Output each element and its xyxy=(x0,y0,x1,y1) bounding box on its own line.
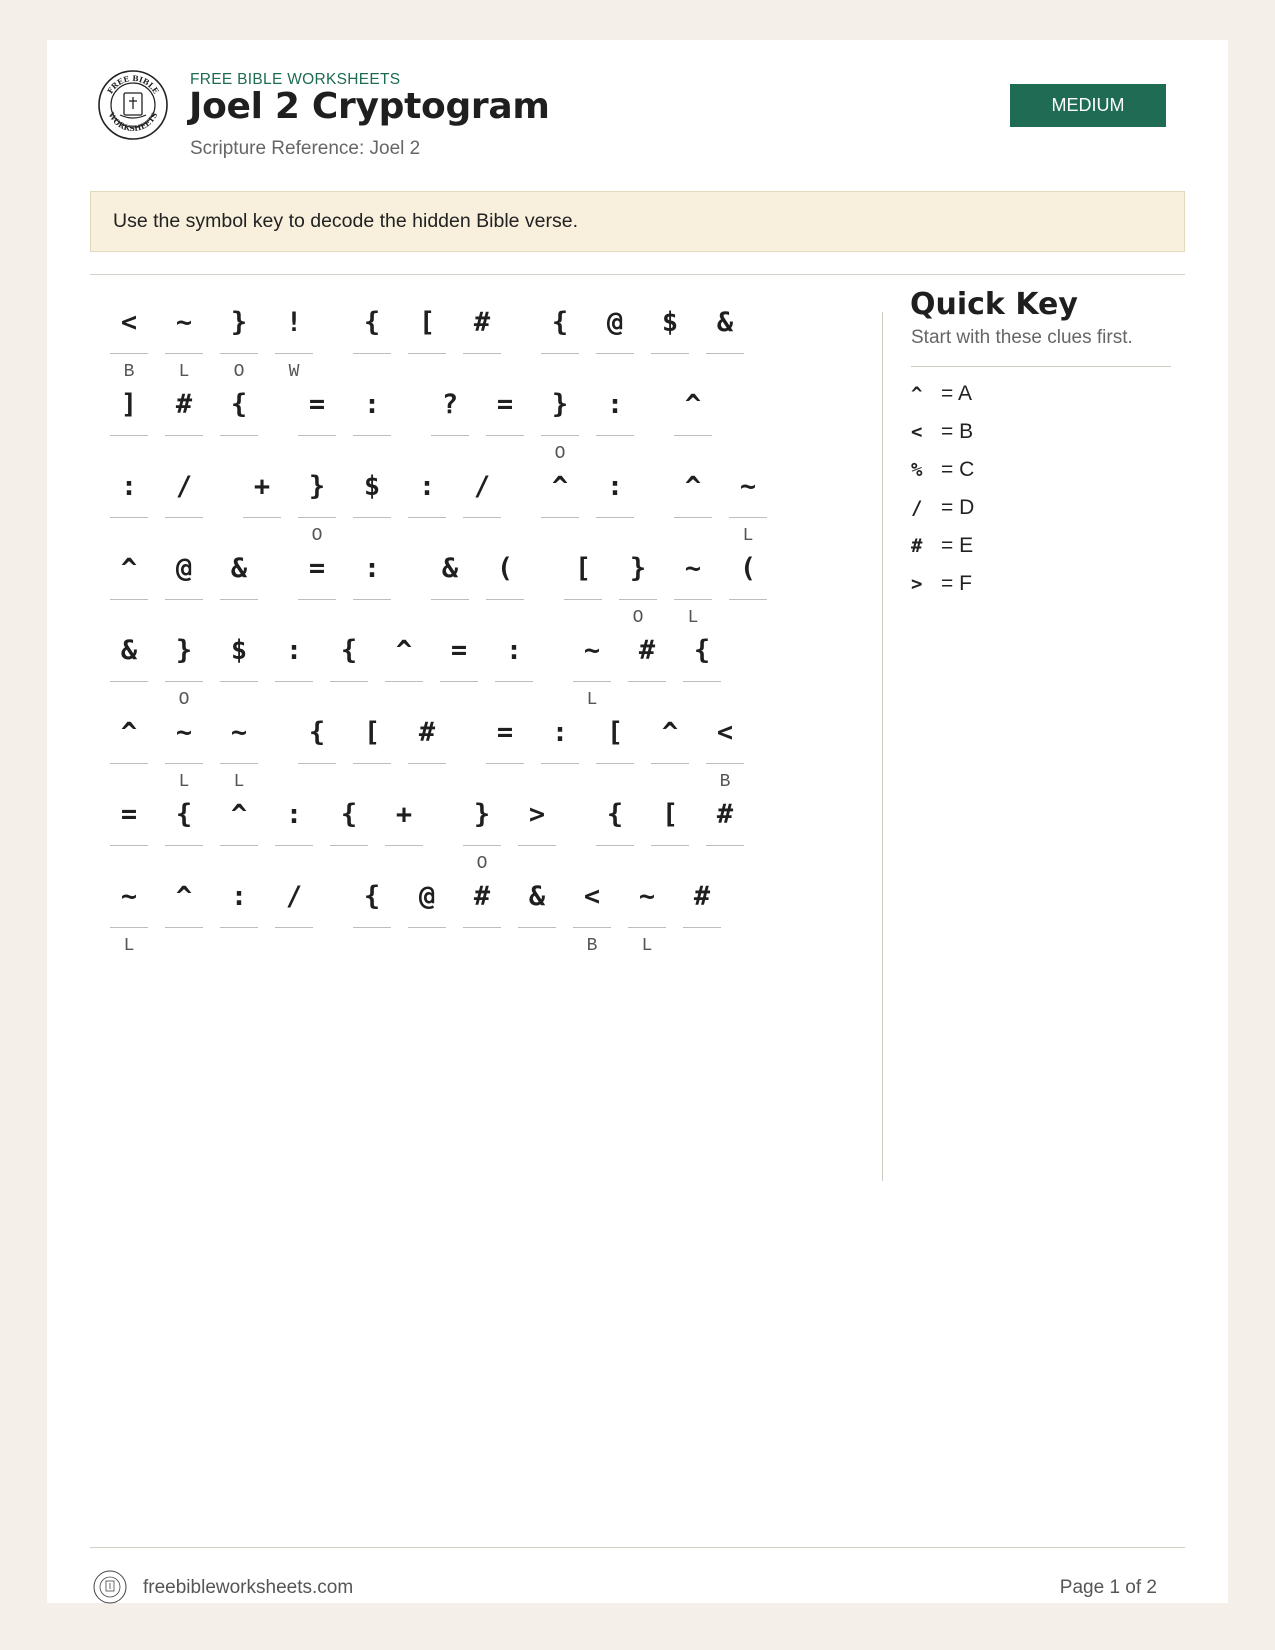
answer-blank[interactable] xyxy=(353,763,391,764)
svg-text:FREE BIBLE: FREE BIBLE xyxy=(105,73,161,96)
key-value: = D xyxy=(941,496,975,519)
divider xyxy=(90,274,1185,275)
cipher-symbol: { xyxy=(693,635,711,666)
cipher-symbol: + xyxy=(395,799,413,830)
hint-letter: L xyxy=(178,772,190,792)
cipher-symbol: ( xyxy=(496,553,514,584)
answer-blank[interactable] xyxy=(463,845,501,846)
quick-key-entry xyxy=(911,572,972,596)
cipher-symbol: : xyxy=(230,881,248,912)
answer-blank[interactable] xyxy=(651,353,689,354)
cipher-symbol: < xyxy=(716,717,734,748)
answer-blank[interactable] xyxy=(729,599,767,600)
cipher-symbol: $ xyxy=(363,471,381,502)
cipher-symbol: : xyxy=(505,635,523,666)
answer-blank[interactable] xyxy=(165,927,203,928)
cipher-symbol: / xyxy=(175,471,193,502)
hint-letter: L xyxy=(123,936,135,956)
answer-blank[interactable] xyxy=(431,435,469,436)
cipher-symbol: { xyxy=(230,389,248,420)
quick-key-title: Quick Key xyxy=(910,287,1078,322)
cipher-symbol: ( xyxy=(739,553,757,584)
answer-blank[interactable] xyxy=(220,599,258,600)
answer-blank[interactable] xyxy=(353,517,391,518)
answer-blank[interactable] xyxy=(463,927,501,928)
cipher-symbol: / xyxy=(473,471,491,502)
difficulty-badge: MEDIUM xyxy=(1010,84,1166,127)
cipher-symbol: { xyxy=(340,635,358,666)
cipher-symbol: : xyxy=(606,389,624,420)
answer-blank[interactable] xyxy=(674,517,712,518)
answer-blank[interactable] xyxy=(243,517,281,518)
cipher-symbol: ~ xyxy=(739,471,757,502)
answer-blank[interactable] xyxy=(440,681,478,682)
answer-blank[interactable] xyxy=(220,763,258,764)
hint-letter: W xyxy=(288,362,300,382)
cipher-symbol: : xyxy=(363,389,381,420)
answer-blank[interactable] xyxy=(541,353,579,354)
key-symbol: < xyxy=(911,421,923,443)
answer-blank[interactable] xyxy=(110,763,148,764)
cipher-symbol: ^ xyxy=(684,471,702,502)
cipher-symbol: } xyxy=(230,307,248,338)
answer-blank[interactable] xyxy=(596,845,634,846)
answer-blank[interactable] xyxy=(353,599,391,600)
cipher-symbol: : xyxy=(418,471,436,502)
answer-blank[interactable] xyxy=(674,435,712,436)
answer-blank[interactable] xyxy=(220,681,258,682)
column-divider xyxy=(882,312,883,1181)
cipher-symbol: ^ xyxy=(661,717,679,748)
cipher-symbol: ~ xyxy=(583,635,601,666)
answer-blank[interactable] xyxy=(729,517,767,518)
answer-blank[interactable] xyxy=(463,517,501,518)
cipher-symbol: [ xyxy=(363,717,381,748)
answer-blank[interactable] xyxy=(541,435,579,436)
answer-blank[interactable] xyxy=(298,763,336,764)
answer-blank[interactable] xyxy=(385,845,423,846)
cipher-symbol: & xyxy=(528,881,546,912)
hint-letter: B xyxy=(719,772,731,792)
answer-blank[interactable] xyxy=(408,763,446,764)
key-symbol: # xyxy=(911,535,923,557)
answer-blank[interactable] xyxy=(275,353,313,354)
answer-blank[interactable] xyxy=(275,927,313,928)
key-symbol: / xyxy=(911,497,923,519)
cipher-symbol: { xyxy=(175,799,193,830)
quick-key-entry xyxy=(911,496,974,520)
cipher-symbol: } xyxy=(308,471,326,502)
answer-blank[interactable] xyxy=(220,435,258,436)
page-number: Page 1 of 2 xyxy=(1059,1577,1157,1598)
answer-blank[interactable] xyxy=(706,353,744,354)
cipher-symbol: = xyxy=(450,635,468,666)
answer-blank[interactable] xyxy=(165,845,203,846)
cipher-symbol: & xyxy=(716,307,734,338)
key-value: = F xyxy=(941,572,972,595)
answer-blank[interactable] xyxy=(165,599,203,600)
cipher-symbol: & xyxy=(120,635,138,666)
quick-key-entry xyxy=(911,534,973,558)
cipher-symbol: : xyxy=(363,553,381,584)
cipher-symbol: $ xyxy=(230,635,248,666)
answer-blank[interactable] xyxy=(486,763,524,764)
hint-letter: O xyxy=(554,444,566,464)
cipher-symbol: @ xyxy=(418,881,436,912)
instruction-banner xyxy=(90,191,1185,252)
cipher-symbol: $ xyxy=(661,307,679,338)
cipher-symbol: > xyxy=(528,799,546,830)
cipher-symbol: < xyxy=(120,307,138,338)
cipher-symbol: = xyxy=(496,717,514,748)
cipher-symbol: [ xyxy=(574,553,592,584)
cipher-symbol: [ xyxy=(606,717,624,748)
cipher-symbol: } xyxy=(629,553,647,584)
cipher-symbol: & xyxy=(441,553,459,584)
hint-letter: O xyxy=(476,854,488,874)
hint-letter: L xyxy=(586,690,598,710)
answer-blank[interactable] xyxy=(596,435,634,436)
hint-letter: L xyxy=(742,526,754,546)
cipher-symbol: ! xyxy=(285,307,303,338)
answer-blank[interactable] xyxy=(408,517,446,518)
hint-letter: L xyxy=(641,936,653,956)
cipher-symbol: ~ xyxy=(120,881,138,912)
cipher-symbol: & xyxy=(230,553,248,584)
answer-blank[interactable] xyxy=(596,763,634,764)
key-value: = C xyxy=(941,458,975,481)
key-symbol: ^ xyxy=(911,383,923,405)
answer-blank[interactable] xyxy=(596,353,634,354)
hint-letter: L xyxy=(233,772,245,792)
cipher-symbol: = xyxy=(308,553,326,584)
answer-blank[interactable] xyxy=(298,599,336,600)
answer-blank[interactable] xyxy=(220,845,258,846)
answer-blank[interactable] xyxy=(220,353,258,354)
answer-blank[interactable] xyxy=(596,517,634,518)
quick-key-entry xyxy=(911,420,973,444)
cipher-symbol: : xyxy=(120,471,138,502)
answer-blank[interactable] xyxy=(463,353,501,354)
answer-blank[interactable] xyxy=(518,927,556,928)
answer-blank[interactable] xyxy=(165,681,203,682)
answer-blank[interactable] xyxy=(275,681,313,682)
worksheet-page xyxy=(47,40,1228,1603)
answer-blank[interactable] xyxy=(541,517,579,518)
hint-letter: B xyxy=(123,362,135,382)
answer-blank[interactable] xyxy=(165,517,203,518)
cipher-symbol: } xyxy=(473,799,491,830)
answer-blank[interactable] xyxy=(220,927,258,928)
answer-blank[interactable] xyxy=(651,763,689,764)
hint-letter: O xyxy=(178,690,190,710)
cipher-symbol: @ xyxy=(175,553,193,584)
cipher-symbol: [ xyxy=(661,799,679,830)
hint-letter: L xyxy=(687,608,699,628)
answer-blank[interactable] xyxy=(110,681,148,682)
cipher-symbol: = xyxy=(496,389,514,420)
answer-blank[interactable] xyxy=(518,845,556,846)
answer-blank[interactable] xyxy=(573,681,611,682)
answer-blank[interactable] xyxy=(706,763,744,764)
cipher-symbol: # xyxy=(638,635,656,666)
answer-blank[interactable] xyxy=(110,845,148,846)
scripture-reference: Scripture Reference: Joel 2 xyxy=(190,138,421,159)
cipher-symbol: ^ xyxy=(120,717,138,748)
answer-blank[interactable] xyxy=(408,927,446,928)
cipher-symbol: { xyxy=(308,717,326,748)
cipher-symbol: { xyxy=(551,307,569,338)
answer-blank[interactable] xyxy=(564,599,602,600)
answer-blank[interactable] xyxy=(110,927,148,928)
footer-divider xyxy=(90,1547,1185,1548)
answer-blank[interactable] xyxy=(683,681,721,682)
cipher-symbol: # xyxy=(175,389,193,420)
answer-blank[interactable] xyxy=(330,681,368,682)
key-symbol: % xyxy=(911,459,923,481)
bible-worksheets-logo xyxy=(97,69,169,141)
cipher-symbol: ? xyxy=(441,389,459,420)
cipher-symbol: ^ xyxy=(230,799,248,830)
cipher-symbol: : xyxy=(285,635,303,666)
answer-blank[interactable] xyxy=(683,927,721,928)
cipher-symbol: # xyxy=(473,881,491,912)
cipher-symbol: { xyxy=(363,881,381,912)
cipher-symbol: ~ xyxy=(638,881,656,912)
answer-blank[interactable] xyxy=(541,763,579,764)
key-value: = B xyxy=(941,420,974,443)
cipher-symbol: { xyxy=(363,307,381,338)
key-value: = A xyxy=(941,382,972,405)
cipher-symbol: { xyxy=(340,799,358,830)
cipher-symbol: ^ xyxy=(684,389,702,420)
hint-letter: B xyxy=(586,936,598,956)
cipher-symbol: + xyxy=(253,471,271,502)
divider xyxy=(911,366,1171,367)
answer-blank[interactable] xyxy=(110,353,148,354)
answer-blank[interactable] xyxy=(353,435,391,436)
cipher-symbol: ^ xyxy=(175,881,193,912)
answer-blank[interactable] xyxy=(674,599,712,600)
answer-blank[interactable] xyxy=(408,353,446,354)
answer-blank[interactable] xyxy=(651,845,689,846)
cipher-symbol: # xyxy=(473,307,491,338)
hint-letter: L xyxy=(178,362,190,382)
answer-blank[interactable] xyxy=(165,435,203,436)
answer-blank[interactable] xyxy=(110,517,148,518)
cipher-symbol: / xyxy=(285,881,303,912)
cipher-symbol: ~ xyxy=(230,717,248,748)
footer-logo xyxy=(93,1570,127,1604)
quick-key-subtitle: Start with these clues first. xyxy=(911,327,1133,348)
cipher-symbol: # xyxy=(716,799,734,830)
key-symbol: > xyxy=(911,573,923,595)
cipher-symbol: ~ xyxy=(175,717,193,748)
answer-blank[interactable] xyxy=(353,353,391,354)
answer-blank[interactable] xyxy=(573,927,611,928)
answer-blank[interactable] xyxy=(110,435,148,436)
cipher-symbol: ^ xyxy=(395,635,413,666)
cipher-symbol: : xyxy=(285,799,303,830)
cipher-symbol: ~ xyxy=(684,553,702,584)
cipher-symbol: } xyxy=(551,389,569,420)
answer-blank[interactable] xyxy=(353,927,391,928)
answer-blank[interactable] xyxy=(619,599,657,600)
answer-blank[interactable] xyxy=(486,435,524,436)
cipher-symbol: @ xyxy=(606,307,624,338)
quick-key-entry xyxy=(911,382,972,406)
answer-blank[interactable] xyxy=(486,599,524,600)
cipher-symbol: [ xyxy=(418,307,436,338)
answer-blank[interactable] xyxy=(165,353,203,354)
hint-letter: O xyxy=(632,608,644,628)
cipher-symbol: # xyxy=(418,717,436,748)
answer-blank[interactable] xyxy=(431,599,469,600)
cipher-symbol: ^ xyxy=(120,553,138,584)
cipher-symbol: : xyxy=(606,471,624,502)
answer-blank[interactable] xyxy=(628,681,666,682)
hint-letter: O xyxy=(233,362,245,382)
answer-blank[interactable] xyxy=(165,763,203,764)
cipher-symbol: { xyxy=(606,799,624,830)
instruction-text: Use the symbol key to decode the hidden Bible verse. xyxy=(113,210,579,232)
cipher-symbol: ~ xyxy=(175,307,193,338)
footer-site: freebibleworksheets.com xyxy=(143,1577,354,1598)
cipher-symbol: : xyxy=(551,717,569,748)
answer-blank[interactable] xyxy=(706,845,744,846)
key-value: = E xyxy=(941,534,974,557)
cipher-symbol: # xyxy=(693,881,711,912)
cipher-symbol: ] xyxy=(120,389,138,420)
cipher-symbol: < xyxy=(583,881,601,912)
answer-blank[interactable] xyxy=(298,435,336,436)
page-title: Joel 2 Cryptogram xyxy=(189,86,550,127)
answer-blank[interactable] xyxy=(330,845,368,846)
cipher-symbol: ^ xyxy=(551,471,569,502)
cipher-symbol: = xyxy=(308,389,326,420)
answer-blank[interactable] xyxy=(495,681,533,682)
answer-blank[interactable] xyxy=(628,927,666,928)
quick-key-entry xyxy=(911,458,974,482)
cipher-symbol: } xyxy=(175,635,193,666)
brand-name: FREE BIBLE WORKSHEETS xyxy=(190,71,401,88)
cipher-symbol: = xyxy=(120,799,138,830)
answer-blank[interactable] xyxy=(298,517,336,518)
hint-letter: O xyxy=(311,526,323,546)
svg-text:WORKSHEETS: WORKSHEETS xyxy=(106,110,160,134)
answer-blank[interactable] xyxy=(275,845,313,846)
answer-blank[interactable] xyxy=(385,681,423,682)
answer-blank[interactable] xyxy=(110,599,148,600)
